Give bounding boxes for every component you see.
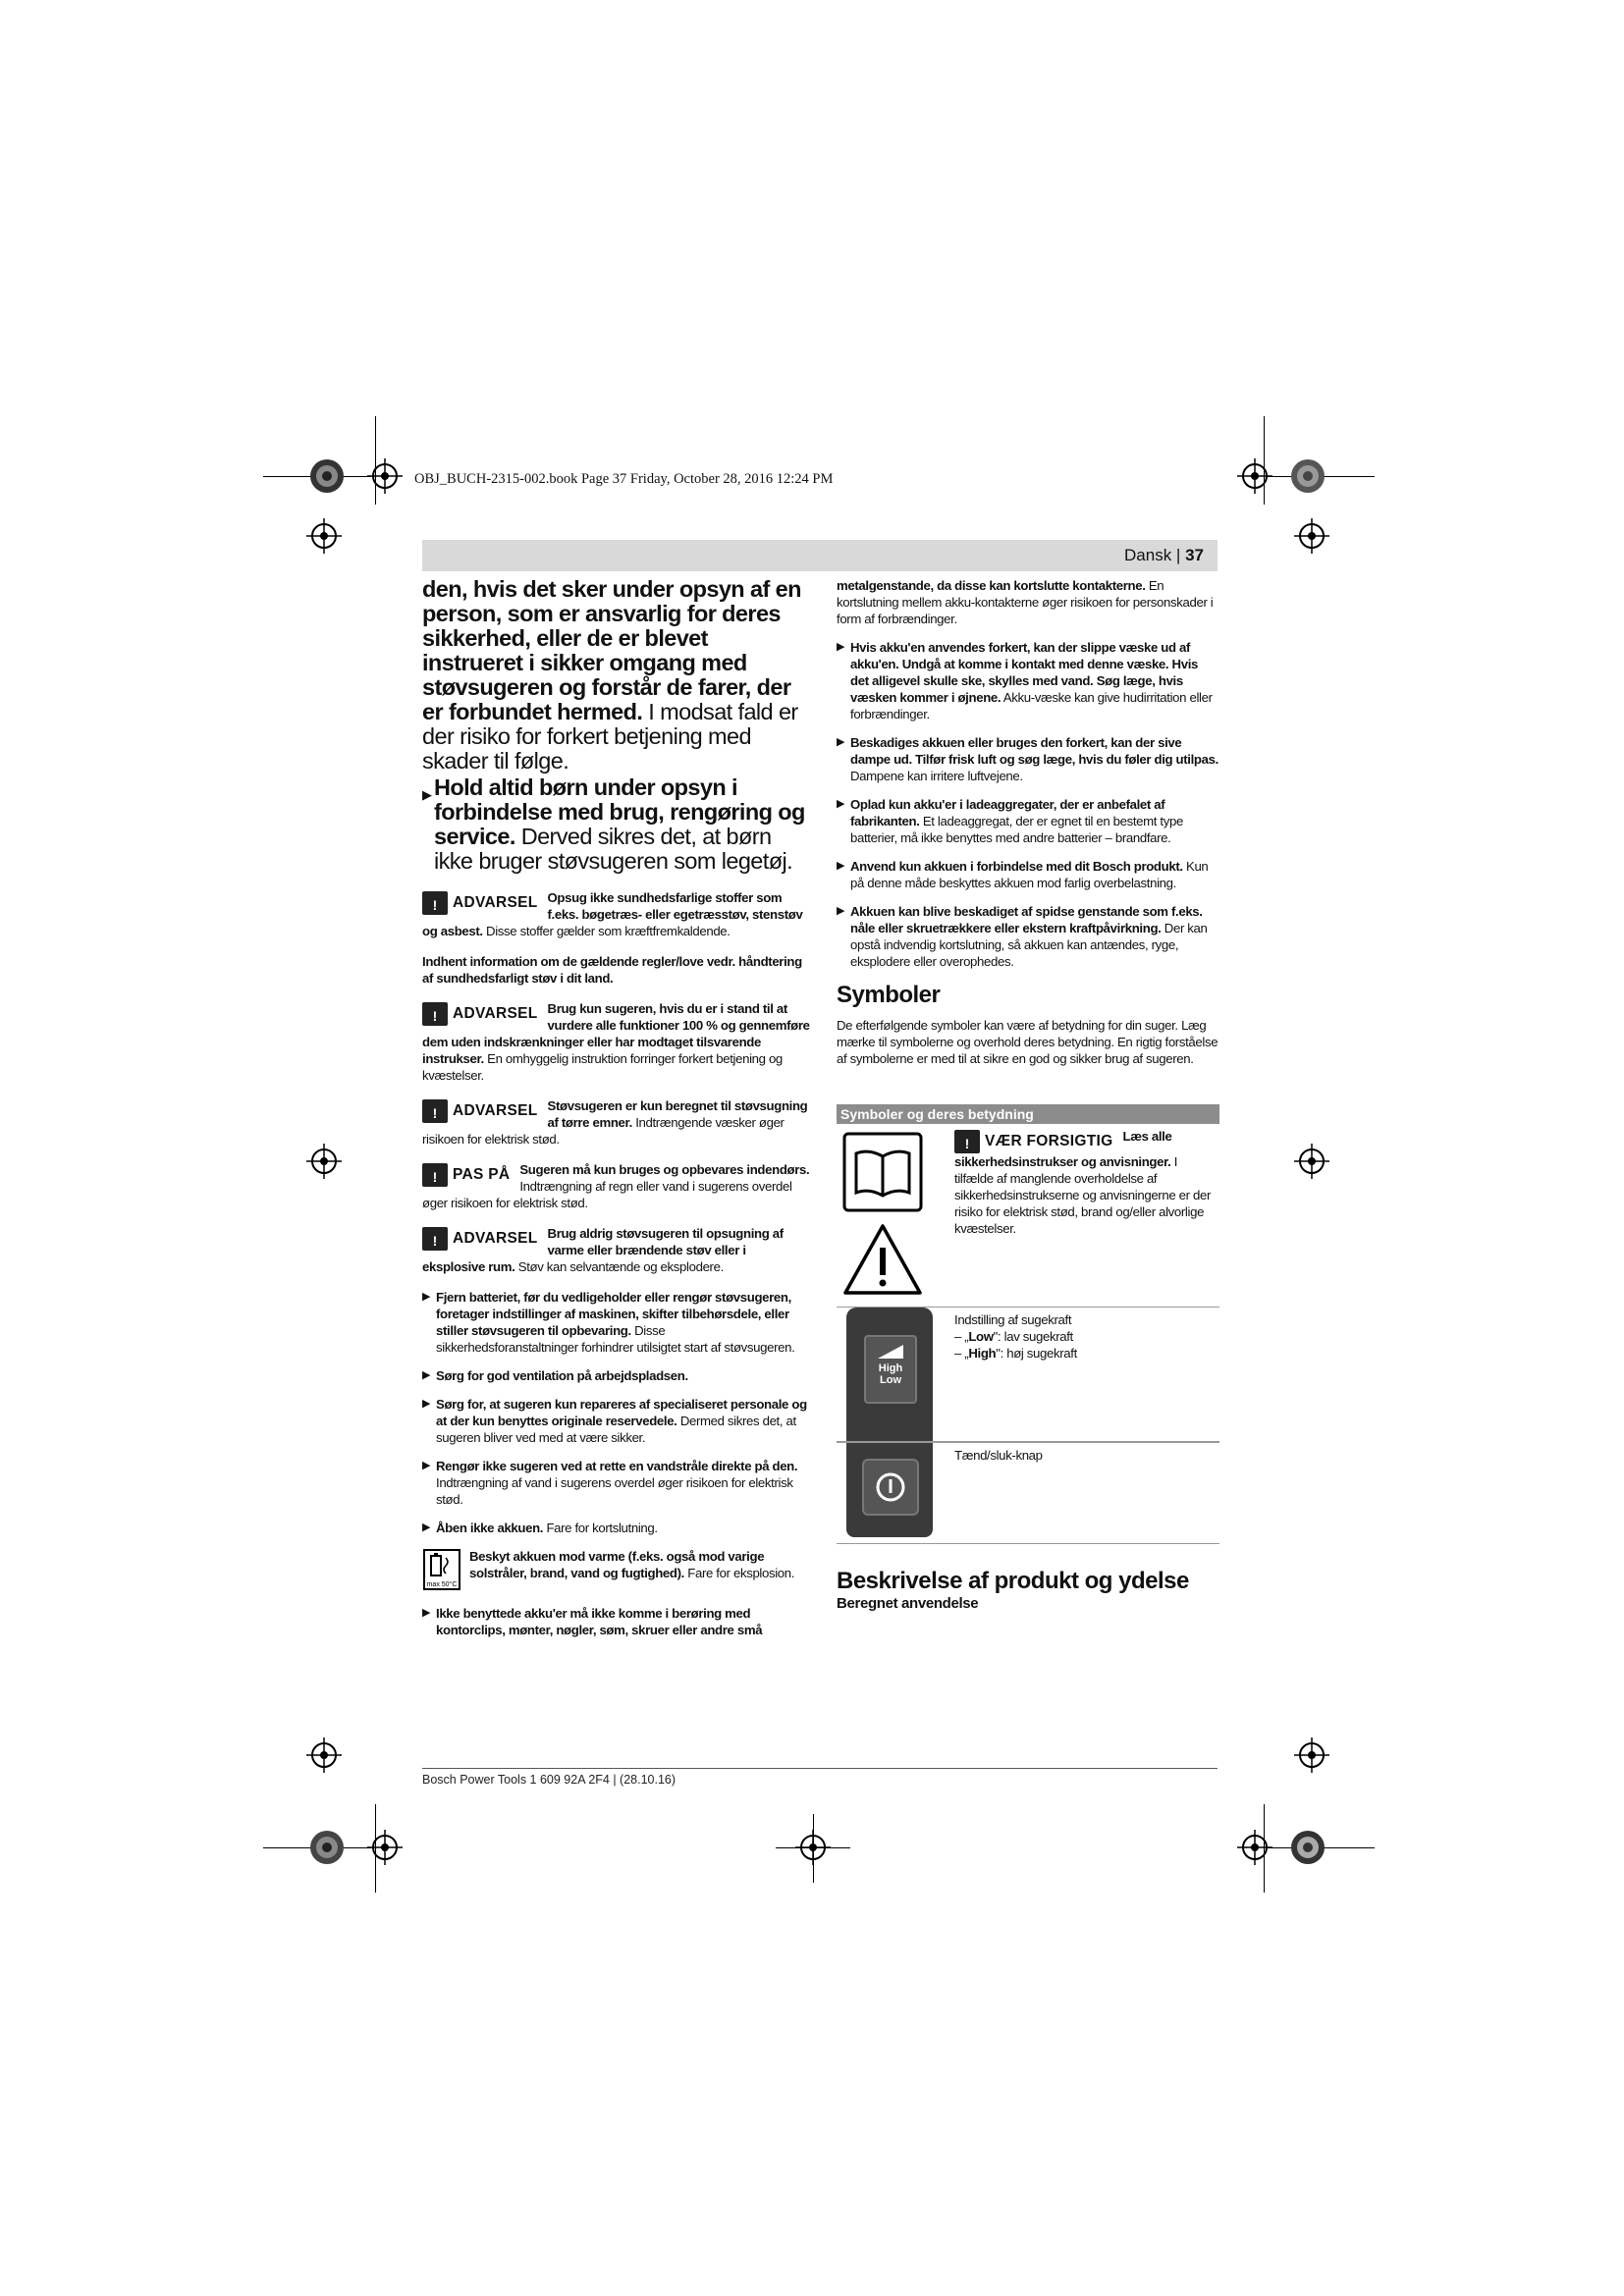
intro-paragraph: den, hvis det sker under opsyn af en person, som er ansvarlig for deres sikkerhed, eller de er blevet instrueret i sikker omgang med støvsugeren og forstår de farer, der er forbundet hermed. I modsat fald er der risiko for forkert betjening med skader til følge. [422, 576, 801, 774]
print-slug: OBJ_BUCH-2315-002.book Page 37 Friday, October 28, 2016 12:24 PM [414, 471, 834, 487]
list-item: ▶ Akkuen kan blive beskadiget af spidse genstande som f.eks. nåle eller skruetrækkere eller ekstern kraftpåvirkning. Der kan opstå indvendig kortslutning, så akkuen kan antændes, ryge, eksplodere eller overophedes. [837, 904, 1208, 969]
icon-low-label: Low [880, 1374, 901, 1386]
icon-high-label: High [878, 1362, 903, 1374]
warning-badge: ! ADVARSEL [422, 1002, 538, 1026]
high-setting: – „High": høj sugekraft [954, 1346, 1077, 1361]
crosshair-icon [367, 458, 403, 494]
caution-badge: ! PAS PÅ [422, 1163, 510, 1187]
registration-wheel-icon [1290, 1830, 1326, 1865]
warning-icon: ! [432, 1233, 438, 1249]
list-item: ▶ Sørg for, at sugeren kun repareres af specialiseret personale og at der kun benyttes originale reservedele. Dermed sikres det, at sugeren bliver ved med at være sikker. [422, 1397, 807, 1445]
crosshair-icon [1237, 1830, 1272, 1865]
warning-block: ! ADVARSEL Opsug ikke sundhedsfarlige stoffer som f.eks. bøgetræs- eller egetræsstøv, stenstøv og asbest. Disse stoffer gælder som kræftfremkaldende. [422, 890, 803, 938]
bullet-triangle-icon: ▶ [837, 860, 845, 872]
power-button [862, 1459, 919, 1516]
power-icon [874, 1470, 907, 1504]
crosshair-icon [1294, 518, 1329, 554]
symbols-intro: De efterfølgende symboler kan være af betydning for din suger. Læg mærke til symbolerne og overhold deres betydning. En rigtig forståelse af symbolerne er med til at sikre en god og sikker brug af sugeren. [837, 1018, 1218, 1066]
footer-divider [422, 1768, 1218, 1769]
big-bullet-item: ▶ Hold altid børn under opsyn i forbindelse med brug, rengøring og service. Derved sikres det, at børn ikke bruger støvsugeren som legetøj. [422, 774, 805, 874]
list-item: ▶ Ikke benyttede akku'er må ikke komme i berøring med kontorclips, mønter, nøgler, søm, skruer eller andre små [422, 1606, 763, 1637]
bullet-triangle-icon: ▶ [422, 787, 432, 802]
warning-badge: ! ADVARSEL [422, 1227, 538, 1251]
row-title: Indstilling af sugekraft [954, 1312, 1072, 1327]
list-item: ▶ Beskadiges akkuen eller bruges den forkert, kan der sive dampe ud. Tilfør frisk luft og søg læge, hvis du føler dig utilpas. Dampene kan irritere luftvejene. [837, 735, 1218, 783]
info-paragraph: Indhent information om de gældende regler/love vedr. håndtering af sundhedsfarligt støv i dit land. [422, 954, 802, 986]
list-item: ▶ Fjern batteriet, før du vedligeholder eller rengør støvsugeren, foretager indstillinger af maskinen, skifter tilbehørsdele, eller stiller støvsugeren til opbevaring. Disse sikkerhedsforanstaltninger forhindrer utilsigtet start af støvsugeren. [422, 1290, 795, 1355]
description-subheading: Beregnet anvendelse [837, 1595, 979, 1612]
warning-badge: ! ADVARSEL [422, 1099, 538, 1123]
symbols-table-row: ! VÆR FORSIGTIG Læs alle sikkerhedsinstrukser og anvisninger. I tilfælde af manglende overholdelse af sikkerhedsinstrukserne og anvisningerne er der risiko for elektrisk stød, brand og/eller alvorlige kvæstelser. [837, 1124, 1219, 1308]
registration-wheel-icon [1290, 458, 1326, 494]
registration-wheel-icon [309, 458, 345, 494]
crosshair-icon [306, 1737, 342, 1773]
warning-icon: ! [432, 1008, 438, 1024]
signal-bars-icon [876, 1343, 905, 1361]
manual-book-icon [842, 1132, 923, 1212]
warning-icon: ! [432, 1105, 438, 1121]
heat-warning: max 50°C Beskyt akkuen mod varme (f.eks. også mod varige solstråler, brand, vand og fugtighed). Fare for eksplosion. [422, 1548, 810, 1591]
bullet-triangle-icon: ▶ [837, 641, 845, 653]
list-item: ▶ Anvend kun akkuen i forbindelse med dit Bosch produkt. Kun på denne måde beskyttes akkuen mod farlig overbelastning. [837, 859, 1209, 890]
header-separator: | [1171, 546, 1186, 564]
low-setting: – „Low": lav sugekraft [954, 1329, 1073, 1344]
symbols-table-row [837, 1442, 1219, 1544]
warning-block: ! ADVARSEL Brug aldrig støvsugeren til opsugning af varme eller brændende støv eller i eksplosive rum. Støv kan selvantænde og eksplodere. [422, 1226, 784, 1274]
crosshair-icon [306, 518, 342, 554]
warning-icon: ! [964, 1136, 970, 1151]
continued-paragraph: metalgenstande, da disse kan kortslutte kontakterne. En kortslutning mellem akku-kontakterne øger risikoen for personskader i form af forbrændinger. [837, 578, 1214, 626]
registration-wheel-icon [309, 1830, 345, 1865]
warning-triangle-icon [842, 1222, 923, 1297]
warning-block: ! ADVARSEL Brug kun sugeren, hvis du er i stand til at vurdere alle funktioner 100 % og gennemføre dem uden indskrænkninger eller har modtaget tilsvarende instrukser. En omhyggelig instruktion forringer forkert betjening og kvæstelser. [422, 1001, 810, 1083]
list-item: ▶ Oplad kun akku'er i ladeaggregater, der er anbefalet af fabrikanten. Et ladeaggregat, der er egnet til en bestemt type batterier, må ikke benyttes med andre batterier – brandfare. [837, 797, 1183, 845]
page-header [422, 540, 1218, 571]
crosshair-icon [1294, 1144, 1329, 1179]
suction-button [864, 1335, 917, 1404]
warning-block: ! ADVARSEL Støvsugeren er kun beregnet til støvsugning af tørre emner. Indtrængende væsker øger risikoen for elektrisk stød. [422, 1098, 808, 1147]
bullet-triangle-icon: ▶ [422, 1460, 431, 1471]
bullet-triangle-icon: ▶ [422, 1607, 431, 1619]
crosshair-icon [306, 1144, 342, 1179]
caution-block: ! PAS PÅ Sugeren må kun bruges og opbevares indendørs. Indtrængning af regn eller vand i sugerens overdel øger risikoen for elektrisk stød. [422, 1162, 810, 1210]
svg-text:max 50°C: max 50°C [426, 1581, 458, 1588]
list-item: ▶ Hvis akku'en anvendes forkert, kan der slippe væske ud af akku'en. Undgå at komme i kontakt med denne væske. Hvis det alligevel skulle ske, skylles med vand. Søg læge, hvis væsken kommer i øjnene. Akku-væske kan give hudirritation eller forbrændinger. [837, 640, 1213, 721]
crosshair-icon [367, 1830, 403, 1865]
left-column [422, 577, 810, 1650]
list-item: ▶ Rengør ikke sugeren ved at rette en vandstråle direkte på den. Indtrængning af vand i sugerens overdel øger risikoen for elektrisk stød. [422, 1459, 798, 1507]
battery-heat-icon [422, 1548, 461, 1591]
page-number: 37 [1185, 546, 1204, 564]
symbols-table-row [837, 1308, 1219, 1442]
list-item: ▶ Åben ikke akkuen. Fare for kortslutning. [422, 1521, 658, 1535]
crosshair-icon [1294, 1737, 1329, 1773]
row-title: Tænd/sluk-knap [954, 1448, 1043, 1463]
crosshair-icon [1237, 458, 1272, 494]
description-heading: Beskrivelse af produkt og ydelse [837, 1568, 1189, 1594]
warning-icon: ! [432, 1169, 438, 1185]
bullet-triangle-icon: ▶ [422, 1369, 431, 1381]
warning-icon: ! [432, 897, 438, 913]
right-column [837, 577, 1219, 1612]
bullet-triangle-icon: ▶ [837, 905, 845, 917]
symbols-heading: Symboler [837, 982, 941, 1008]
page-footer: Bosch Power Tools 1 609 92A 2F4 | (28.10.16) [422, 1773, 677, 1787]
list-item: ▶ Sørg for god ventilation på arbejdspladsen. [422, 1368, 688, 1383]
warning-badge: ! ADVARSEL [422, 891, 538, 915]
symbols-table-header: Symboler og deres betydning [837, 1104, 1219, 1124]
bullet-triangle-icon: ▶ [837, 798, 845, 810]
bullet-triangle-icon: ▶ [422, 1522, 431, 1533]
bullet-triangle-icon: ▶ [422, 1291, 431, 1303]
caution-badge: ! VÆR FORSIGTIG [954, 1130, 1113, 1153]
header-section: Dansk [1124, 546, 1172, 564]
bullet-triangle-icon: ▶ [837, 736, 845, 748]
bullet-triangle-icon: ▶ [422, 1398, 431, 1410]
